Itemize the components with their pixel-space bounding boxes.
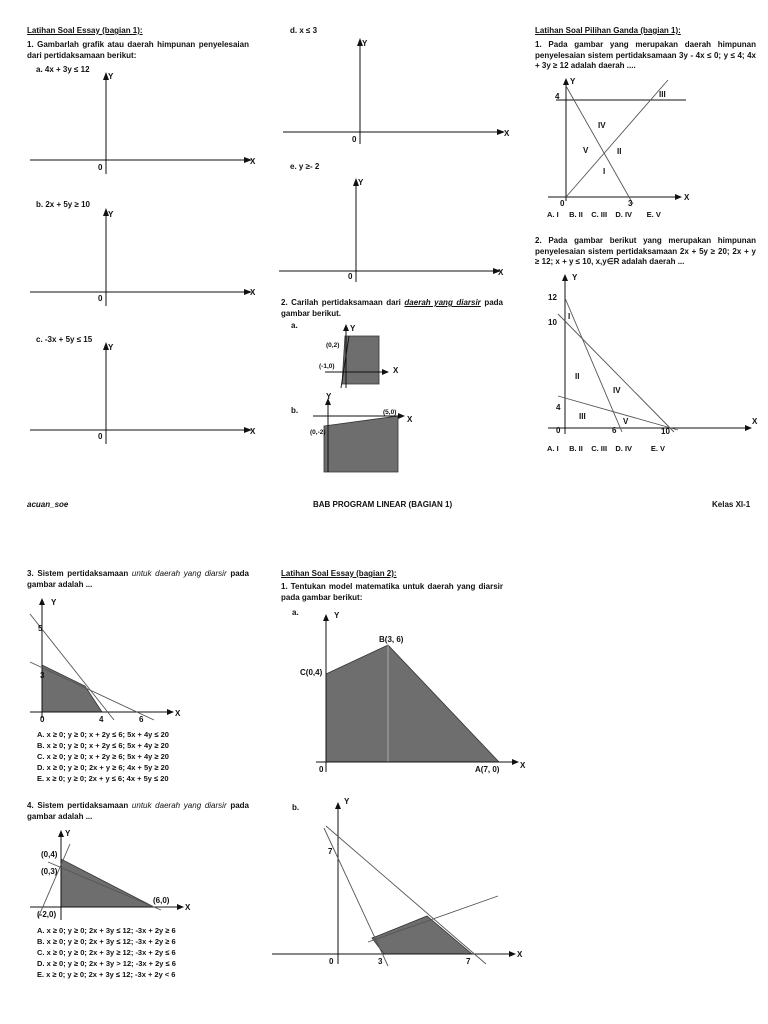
svg-text:(-1,0): (-1,0) xyxy=(319,363,335,370)
footer-center: BAB PROGRAM LINEAR (BAGIAN 1) xyxy=(313,500,453,509)
svg-text:Y: Y xyxy=(108,343,114,352)
svg-text:A(7, 0): A(7, 0) xyxy=(475,765,500,774)
svg-text:6: 6 xyxy=(612,426,617,435)
q3-option-b: B. x ≥ 0; y ≥ 0; x + 2y ≤ 6; 5x + 4y ≥ 20 xyxy=(37,741,169,750)
essay1-axes-a xyxy=(30,70,256,174)
essay2-item-b: b. xyxy=(292,803,300,812)
q4-text: 4. Sistem pertidaksamaan untuk daerah yang diarsir pada gambar adalah ... xyxy=(27,801,249,821)
essay2-figure-b xyxy=(272,796,532,970)
svg-text:X: X xyxy=(752,417,758,426)
svg-text:(0,3): (0,3) xyxy=(41,867,58,876)
svg-text:X: X xyxy=(250,288,256,297)
pg1-question-1: 1. Pada gambar yang merupakan daerah himpunan penyelesaian sistem pertidaksamaan 3y - 4x ≤ 0; y ≤ 4; 4x + 3y ≥ 12 adalah daerah .... xyxy=(535,40,756,70)
essay2-figure-a xyxy=(300,606,530,778)
pg1-heading: Latihan Soal Pilihan Ganda (bagian 1): xyxy=(535,26,681,35)
svg-text:0: 0 xyxy=(352,135,357,144)
svg-text:5: 5 xyxy=(38,624,43,633)
svg-text:(0,4): (0,4) xyxy=(41,850,58,859)
y-label: Y xyxy=(108,72,114,81)
svg-text:(5,0): (5,0) xyxy=(383,409,397,416)
pg1-figure-1 xyxy=(548,76,698,206)
svg-text:0: 0 xyxy=(556,426,561,435)
svg-text:IV: IV xyxy=(613,386,621,395)
svg-text:0: 0 xyxy=(348,272,353,281)
svg-text:V: V xyxy=(583,146,589,155)
q2-item-b: b. xyxy=(291,406,299,415)
svg-text:V: V xyxy=(623,417,629,426)
svg-text:II: II xyxy=(617,147,622,156)
svg-text:Y: Y xyxy=(350,324,356,333)
essay2-heading: Latihan Soal Essay (bagian 2): xyxy=(281,569,397,578)
svg-text:III: III xyxy=(659,90,666,99)
essay1-axes-c xyxy=(30,340,256,444)
svg-text:0: 0 xyxy=(319,765,324,774)
q3-option-a: A. x ≥ 0; y ≥ 0; x + 2y ≤ 6; 5x + 4y ≤ 20 xyxy=(37,730,169,739)
svg-text:Y: Y xyxy=(344,797,350,806)
q4-option-a: A. x ≥ 0; y ≥ 0; 2x + 3y ≤ 12; -3x + 2y ≥ 6 xyxy=(37,926,176,935)
svg-text:X: X xyxy=(407,415,413,424)
essay1-heading: Latihan Soal Essay (bagian 1): xyxy=(27,26,143,35)
svg-text:(6,0): (6,0) xyxy=(153,896,170,905)
svg-text:(-2,0): (-2,0) xyxy=(37,910,57,919)
essay1-item-d: d. x ≤ 3 xyxy=(290,26,318,35)
svg-text:7: 7 xyxy=(328,847,333,856)
pg1-question-2: 2. Pada gambar berikut yang merupakan himpunan penyelesaian sistem pertidaksamaan 2x + 5y ≥ 20; 2x + y ≥ 12; x + y ≤ 10, x,y∈R adalah daerah ... xyxy=(535,236,756,266)
svg-text:Y: Y xyxy=(334,611,340,620)
q2-item-a: a. xyxy=(291,321,298,330)
q3-figure xyxy=(30,596,190,726)
pg1-figure-2 xyxy=(548,272,763,438)
svg-text:Y: Y xyxy=(51,598,57,607)
svg-text:X: X xyxy=(250,427,256,436)
essay1-axes-b xyxy=(30,206,256,310)
svg-text:Y: Y xyxy=(572,273,578,282)
essay1-item-a: a. 4x + 3y ≤ 12 xyxy=(36,65,90,74)
svg-text:X: X xyxy=(520,761,526,770)
essay1-item-e: e. y ≥- 2 xyxy=(290,162,320,171)
svg-text:Y: Y xyxy=(326,392,332,401)
q3-option-d: D. x ≥ 0; y ≥ 0; 2x + y ≥ 6; 4x + 5y ≥ 20 xyxy=(37,763,169,772)
q4-option-c: C. x ≥ 0; y ≥ 0; 2x + 3y ≥ 12; -3x + 2y ≤ 6 xyxy=(37,948,176,957)
q4-option-e: E. x ≥ 0; y ≥ 0; 2x + 3y ≤ 12; -3x + 2y < 6 xyxy=(37,970,176,979)
svg-text:10: 10 xyxy=(661,427,670,436)
svg-text:4: 4 xyxy=(99,715,104,724)
origin-label: 0 xyxy=(98,163,103,172)
x-label: X xyxy=(250,157,256,166)
svg-text:X: X xyxy=(498,268,504,277)
svg-text:X: X xyxy=(504,129,510,138)
svg-text:IV: IV xyxy=(598,121,606,130)
svg-text:4: 4 xyxy=(555,92,560,101)
pg1-options-2: A. I B. II C. III D. IV E. V xyxy=(547,444,666,453)
svg-text:10: 10 xyxy=(548,318,557,327)
svg-text:7: 7 xyxy=(466,957,471,966)
svg-text:X: X xyxy=(684,193,690,202)
essay1-axes-e xyxy=(279,176,509,284)
essay1-axes-d xyxy=(283,36,513,146)
q4-figure xyxy=(30,826,200,926)
svg-text:X: X xyxy=(185,903,191,912)
svg-text:I: I xyxy=(603,167,606,176)
svg-text:X: X xyxy=(517,950,523,959)
svg-text:Y: Y xyxy=(358,178,364,187)
svg-text:0: 0 xyxy=(98,294,103,303)
footer-right: Kelas XI-1 xyxy=(712,500,751,509)
svg-text:III: III xyxy=(579,412,586,421)
svg-text:Y: Y xyxy=(362,39,368,48)
footer-left: acuan_soe xyxy=(27,500,69,509)
shaded-region xyxy=(61,859,154,907)
svg-text:0: 0 xyxy=(40,715,45,724)
svg-text:0: 0 xyxy=(329,957,334,966)
svg-text:Y: Y xyxy=(570,77,576,86)
pg1-options-1: A. I B. II C. III D. IV E. V xyxy=(547,210,661,219)
svg-text:Y: Y xyxy=(108,210,114,219)
svg-text:(0,-2): (0,-2) xyxy=(310,429,326,436)
essay1-question-1: 1. Gambarlah grafik atau daerah himpunan penyelesaian dari pertidaksamaan berikut: xyxy=(27,40,249,60)
svg-text:0: 0 xyxy=(98,432,103,441)
svg-text:3: 3 xyxy=(628,199,633,208)
shaded-region xyxy=(326,645,499,762)
svg-text:X: X xyxy=(175,709,181,718)
svg-text:3: 3 xyxy=(378,957,383,966)
q2-figure-b xyxy=(305,392,415,474)
svg-text:(0,2): (0,2) xyxy=(326,342,340,349)
svg-text:X: X xyxy=(393,366,399,375)
essay1-item-b: b. 2x + 5y ≥ 10 xyxy=(36,200,90,209)
svg-text:6: 6 xyxy=(139,715,144,724)
svg-text:12: 12 xyxy=(548,293,557,302)
q3-option-c: C. x ≥ 0; y ≥ 0; x + 2y ≥ 6; 5x + 4y ≥ 20 xyxy=(37,752,169,761)
q3-option-e: E. x ≥ 0; y ≥ 0; 2x + y ≤ 6; 4x + 5y ≤ 20 xyxy=(37,774,169,783)
essay2-question-1: 1. Tentukan model matematika untuk daerah yang diarsir pada gambar berikut: xyxy=(281,582,503,602)
q4-option-b: B. x ≥ 0; y ≥ 0; 2x + 3y ≤ 12; -3x + 2y ≥ 6 xyxy=(37,937,176,946)
svg-text:B(3, 6): B(3, 6) xyxy=(379,635,404,644)
q2-figure-a xyxy=(305,322,415,392)
svg-text:3: 3 xyxy=(40,671,45,680)
svg-text:0: 0 xyxy=(560,199,565,208)
q2-text: 2. Carilah pertidaksamaan dari daerah yang diarsir pada gambar berikut. xyxy=(281,298,503,318)
q4-option-d: D. x ≥ 0; y ≥ 0; 2x + 3y > 12; -3x + 2y ≤ 6 xyxy=(37,959,176,968)
q3-text: 3. Sistem pertidaksamaan untuk daerah yang diarsir pada gambar adalah ... xyxy=(27,569,249,589)
svg-text:I: I xyxy=(568,312,571,321)
essay1-item-c: c. -3x + 5y ≤ 15 xyxy=(36,335,93,344)
svg-text:C(0,4): C(0,4) xyxy=(300,668,323,677)
svg-text:II: II xyxy=(575,372,580,381)
essay2-item-a: a. xyxy=(292,608,299,617)
svg-text:4: 4 xyxy=(556,403,561,412)
shaded-region xyxy=(324,416,398,472)
svg-text:Y: Y xyxy=(65,829,71,838)
